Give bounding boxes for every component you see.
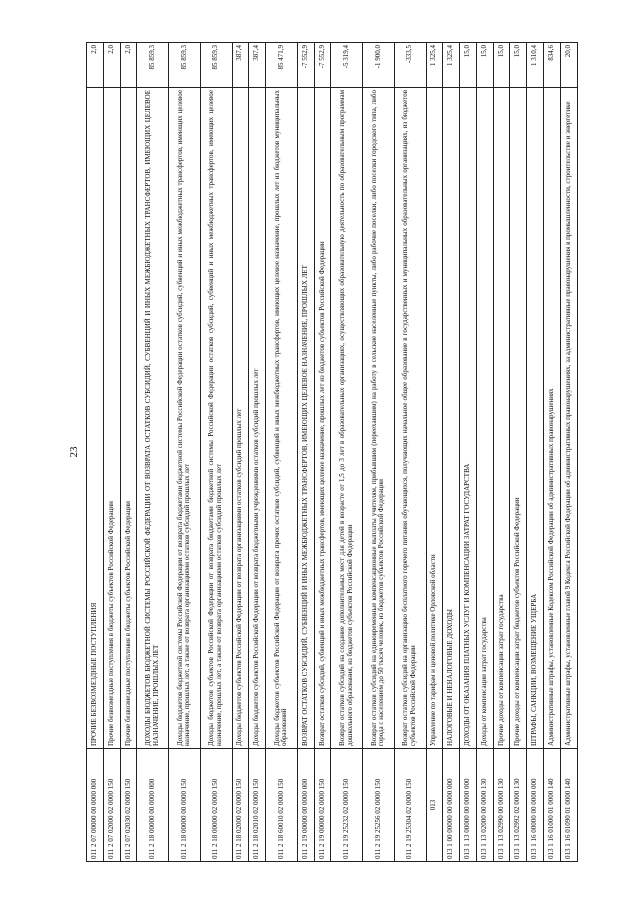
table-row: [476, 43, 493, 862]
row-code: 013 1 13 00000 00 0000 000: [460, 749, 477, 862]
table-row: [103, 43, 120, 862]
table-row: [560, 43, 577, 862]
row-name: Административные штрафы, установленные главой 9 Кодекса Российской Федерации об административных правонарушениях, за административные правонарушения в промышленности, строительстве и энергетике: [560, 88, 577, 749]
table-row: [266, 43, 298, 862]
table-row: [169, 43, 201, 862]
table-row: [527, 43, 544, 862]
row-name: ДОХОДЫ БЮДЖЕТОВ БЮДЖЕТНОЙ СИСТЕМЫ РОССИЙСКОЙ ФЕДЕРАЦИИ ОТ ВОЗВРАТА ОСТАТКОВ СУБСИДИЙ, СУБВЕНЦИЙ И ИНЫХ МЕЖБЮДЖЕТНЫХ ТРАНСФЕРТОВ, ИМЕЮЩИХ ЦЕЛЕВОЕ НАЗНАЧЕНИЕ, ПРОШЛЫХ ЛЕТ: [137, 88, 169, 749]
table-row: [137, 43, 169, 862]
row-amount: -7 552,9: [314, 43, 331, 88]
table-row: [363, 43, 395, 862]
row-code: 011 2 19 00000 00 0000 000: [297, 749, 314, 862]
row-code: 013 1 13 02990 00 0000 130: [493, 749, 510, 862]
row-code: 013 1 16 01000 01 0000 140: [544, 749, 561, 862]
row-amount: -5 319,4: [331, 43, 363, 88]
table-row: [426, 43, 443, 862]
row-code: 011 2 19 25304 02 0000 150: [394, 749, 426, 862]
table-row: [460, 43, 477, 862]
row-amount: 15,0: [510, 43, 527, 88]
row-code: 011 2 18 02000 02 0000 150: [232, 749, 249, 862]
page-number: 23: [68, 446, 80, 458]
table-row: [120, 43, 137, 862]
rotated-page: [60, 42, 580, 862]
row-name: ПРОЧИЕ БЕЗВОЗМЕЗДНЫЕ ПОСТУПЛЕНИЯ: [87, 88, 104, 749]
row-name: Прочие доходы от компенсации затрат бюджетов субъектов Российской Федерации: [510, 88, 527, 749]
row-code: 011 2 07 00000 00 0000 000: [87, 749, 104, 862]
row-name: Возврат остатков субсидий, субвенций и иных межбюджетных трансфертов, имеющих целевое назначение, прошлых лет из бюджетов субъектов Российской Федерации: [314, 88, 331, 749]
row-amount: 85 859,3: [169, 43, 201, 88]
row-amount: 85 859,3: [137, 43, 169, 88]
row-name: Доходы бюджетов субъектов Российской Федерации от возврата прочих остатков субсидий, субвенций и иных межбюджетных трансфертов, имеющих целевое назначение, прошлых лет из бюджетов муниципальных образований: [266, 88, 298, 749]
row-amount: 1 325,4: [443, 43, 460, 88]
table-row: [331, 43, 363, 862]
row-name: Прочие безвозмездные поступления в бюджеты субъектов Российской Федерации: [120, 88, 137, 749]
row-name: Доходы бюджетов субъектов Российской Федерации от возврата бюджетными учреждениями остатков субсидий прошлых лет: [249, 88, 266, 749]
row-name: Возврат остатков субсидий на единовременные компенсационные выплаты учителям, прибывшим (переехавшим) на работу в сельские населенные пункты, либо рабочие поселки, либо поселки городского типа, либо города с населением до 50 тысяч человек, из бюджетов субъектов Российской Федерации: [363, 88, 395, 749]
row-amount: 2,0: [87, 43, 104, 88]
row-code: 011 2 19 25256 02 0000 150: [363, 749, 395, 862]
row-name: Доходы бюджетов субъектов Российской Федерации от возврата бюджетами бюджетной системы Российской Федерации остатков субсидий, субвенций и иных межбюджетных трансфертов, имеющих целевое назначение, прошлых лет, а также от возврата организациями остатков субсидий прошлых лет: [200, 88, 232, 749]
row-amount: 387,4: [232, 43, 249, 88]
table-row: [443, 43, 460, 862]
row-amount: 2,0: [103, 43, 120, 88]
table-row: [200, 43, 232, 862]
row-amount: -7 552,9: [297, 43, 314, 88]
row-amount: 85 859,3: [200, 43, 232, 88]
row-code: 011 2 18 00000 02 0000 150: [200, 749, 232, 862]
row-code: 011 2 07 02000 02 0000 150: [103, 749, 120, 862]
row-amount: 85 471,9: [266, 43, 298, 88]
row-amount: 1 310,4: [527, 43, 544, 88]
row-name: Административные штрафы, установленные Кодексом Российской Федерации об административных правонарушениях: [544, 88, 561, 749]
row-amount: 15,0: [476, 43, 493, 88]
row-code: 011 2 18 00000 00 0000 000: [137, 749, 169, 862]
row-code: 011 2 07 02030 02 0000 150: [120, 749, 137, 862]
row-code: 013: [426, 749, 443, 862]
table-row: [394, 43, 426, 862]
row-code: 011 2 19 00000 02 0000 150: [314, 749, 331, 862]
row-name: ВОЗВРАТ ОСТАТКОВ СУБСИДИЙ, СУБВЕНЦИЙ И ИНЫХ МЕЖБЮДЖЕТНЫХ ТРАНСФЕРТОВ, ИМЕЮЩИХ ЦЕЛЕВОЕ НАЗНАЧЕНИЕ, ПРОШЛЫХ ЛЕТ: [297, 88, 314, 749]
row-name: Доходы от компенсации затрат государства: [476, 88, 493, 749]
row-amount: 2,0: [120, 43, 137, 88]
table-row: [87, 43, 104, 862]
row-amount: 15,0: [493, 43, 510, 88]
row-amount: 20,0: [560, 43, 577, 88]
row-code: 011 2 18 02010 02 0000 150: [249, 749, 266, 862]
row-code: 013 1 13 02000 00 0000 130: [476, 749, 493, 862]
table-row: [232, 43, 249, 862]
row-amount: 387,4: [249, 43, 266, 88]
table-row: [544, 43, 561, 862]
table-row: [297, 43, 314, 862]
row-code: 011 2 19 25232 02 0000 150: [331, 749, 363, 862]
row-name: Управление по тарифам и ценовой политике Орловской области: [426, 88, 443, 749]
row-amount: 834,6: [544, 43, 561, 88]
row-amount: -333,5: [394, 43, 426, 88]
row-name: Прочие безвозмездные поступления в бюджеты субъектов Российской Федерации: [103, 88, 120, 749]
table-row: [493, 43, 510, 862]
table-row: [249, 43, 266, 862]
row-code: 013 1 00 00000 00 0000 000: [443, 749, 460, 862]
row-code: 011 2 18 60010 02 0000 150: [266, 749, 298, 862]
table-row: [314, 43, 331, 862]
row-code: 013 1 16 00000 00 0000 000: [527, 749, 544, 862]
budget-revenue-table: [86, 42, 578, 862]
row-code: 011 2 18 00000 00 0000 150: [169, 749, 201, 862]
row-name: ШТРАФЫ, САНКЦИИ, ВОЗМЕЩЕНИЕ УЩЕРБА: [527, 88, 544, 749]
row-code: 013 1 16 01090 01 0000 140: [560, 749, 577, 862]
row-name: Возврат остатков субсидий на организацию бесплатного горячего питания обучающихся, получающих начальное общее образование в государственных и муниципальных образовательных организациях, из бюджетов субъектов Российской Федерации: [394, 88, 426, 749]
row-name: Доходы бюджетов субъектов Российской Федерации от возврата организациями остатков субсидий прошлых лет: [232, 88, 249, 749]
row-name: Доходы бюджетов бюджетной системы Российской Федерации от возврата бюджетами бюджетной системы Российской Федерации остатков субсидий, субвенций и иных межбюджетных трансфертов, имеющих целевое назначение, прошлых лет, а также от возврата организациями остатков субсидий прошлых лет: [169, 88, 201, 749]
row-name: НАЛОГОВЫЕ И НЕНАЛОГОВЫЕ ДОХОДЫ: [443, 88, 460, 749]
row-amount: 15,0: [460, 43, 477, 88]
row-amount: -1 900,0: [363, 43, 395, 88]
table-row: [510, 43, 527, 862]
row-name: ДОХОДЫ ОТ ОКАЗАНИЯ ПЛАТНЫХ УСЛУГ И КОМПЕНСАЦИИ ЗАТРАТ ГОСУДАРСТВА: [460, 88, 477, 749]
row-name: Возврат остатков субсидий на создание дополнительных мест для детей в возрасте от 1,5 до 3 лет в образовательных организациях, осуществляющих образовательную деятельность по образовательным программам дошкольного образования, из бюджетов субъектов Российской Федерации: [331, 88, 363, 749]
row-code: 013 1 13 02992 02 0000 130: [510, 749, 527, 862]
row-name: Прочие доходы от компенсации затрат государства: [493, 88, 510, 749]
row-amount: 1 325,4: [426, 43, 443, 88]
